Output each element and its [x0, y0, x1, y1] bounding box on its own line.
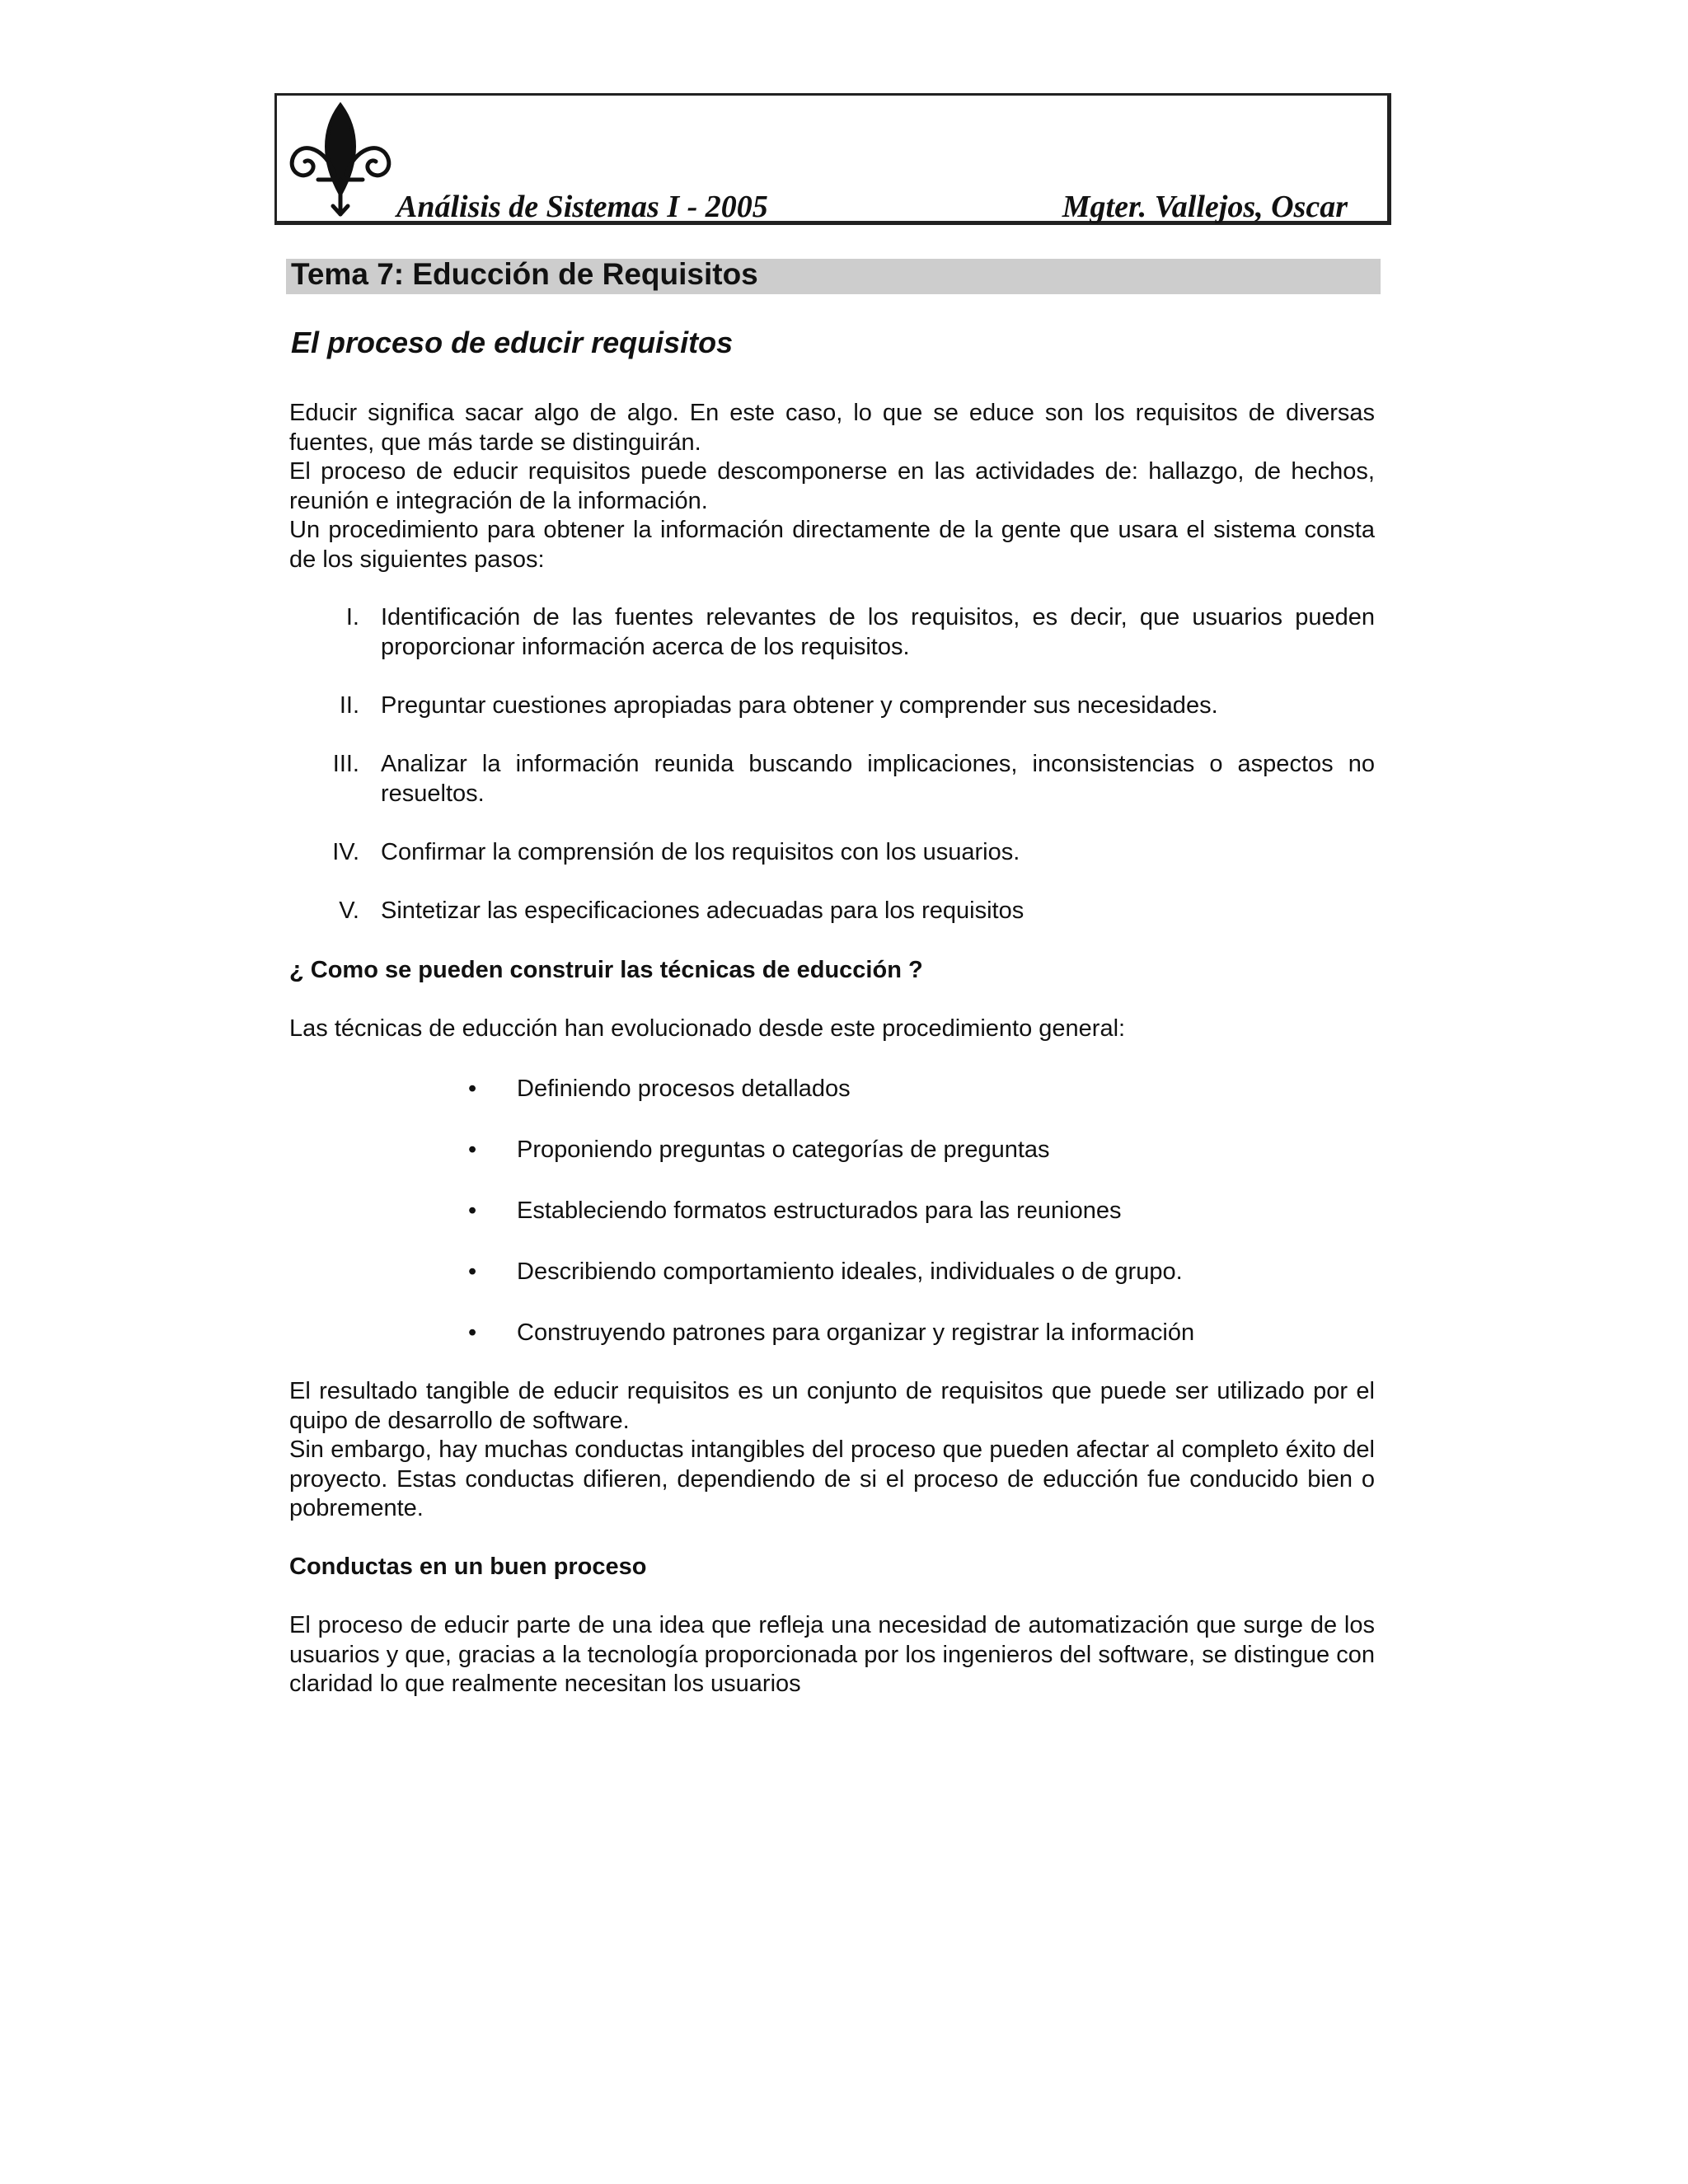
bullet-icon: •: [468, 1197, 477, 1224]
list-item-text: Estableciendo formatos estructurados para las reuniones: [517, 1197, 1122, 1224]
good-process-heading: Conductas en un buen proceso: [289, 1554, 647, 1580]
question-heading: ¿ Como se pueden construir las técnicas de educción ?: [289, 957, 923, 983]
techniques-intro: Las técnicas de educción han evolucionado desde este procedimiento general:: [289, 1015, 1126, 1042]
result-paragraph-2: Sin embargo, hay muchas conductas intangibles del proceso que pueden afectar al completo éxito del proyecto. Estas conductas difieren, dependiendo de si el proceso de educción fue conducido bien o pobremente.: [289, 1436, 1375, 1521]
step-number: II.: [339, 692, 359, 719]
step-number: III.: [332, 751, 359, 777]
step-number: I.: [345, 604, 359, 630]
list-item-text: Proponiendo preguntas o categorías de preguntas: [517, 1137, 1050, 1163]
intro-paragraph-3: Un procedimiento para obtener la información directamente de la gente que usara el sistema consta de los siguientes pasos:: [289, 517, 1375, 573]
bullet-icon: •: [468, 1319, 477, 1346]
page-header: [274, 93, 1391, 225]
good-process-paragraph: El proceso de educir parte de una idea que refleja una necesidad de automatización que surge de los usuarios y que, gracias a la tecnología proporcionada por los ingenieros del software, se distingue con claridad lo que realmente necesitan los usuarios: [289, 1612, 1375, 1697]
topic-title: Tema 7: Educción de Requisitos: [291, 257, 758, 291]
intro-paragraph-1: Educir significa sacar algo de algo. En este caso, lo que se educe son los requisitos de diversas fuentes, que más tarde se distinguirán.: [289, 400, 1375, 456]
step-text: Preguntar cuestiones apropiadas para obtener y comprender sus necesidades.: [381, 692, 1218, 719]
bullet-icon: •: [468, 1137, 477, 1163]
intro-paragraph-2: El proceso de educir requisitos puede descomponerse en las actividades de: hallazgo, de hechos, reunión e integración de la información.: [289, 458, 1375, 514]
step-text: Confirmar la comprensión de los requisitos con los usuarios.: [381, 839, 1020, 865]
step-text: Analizar la información reunida buscando implicaciones, inconsistencias o aspectos no resueltos.: [381, 751, 1375, 807]
list-item-text: Definiendo procesos detallados: [517, 1076, 851, 1102]
step-number: V.: [339, 898, 359, 924]
section-subtitle: El proceso de educir requisitos: [291, 326, 734, 359]
list-item-text: Describiendo comportamiento ideales, individuales o de grupo.: [517, 1258, 1183, 1285]
bullet-icon: •: [468, 1258, 477, 1285]
list-item-text: Construyendo patrones para organizar y registrar la información: [517, 1319, 1195, 1346]
fleur-de-lis-icon: [285, 99, 396, 223]
step-text: Sintetizar las especificaciones adecuadas para los requisitos: [381, 898, 1025, 924]
bullet-icon: •: [468, 1076, 477, 1102]
result-paragraph-1: El resultado tangible de educir requisitos es un conjunto de requisitos que puede ser utilizado por el quipo de desarrollo de software.: [289, 1378, 1375, 1434]
course-title: Análisis de Sistemas I - 2005: [396, 190, 768, 224]
step-text: Identificación de las fuentes relevantes de los requisitos, es decir, que usuarios pueden proporcionar información acerca de los requisitos.: [381, 604, 1375, 660]
step-number: IV.: [332, 839, 359, 865]
author-name: Mgter. Vallejos, Oscar: [1062, 190, 1348, 224]
